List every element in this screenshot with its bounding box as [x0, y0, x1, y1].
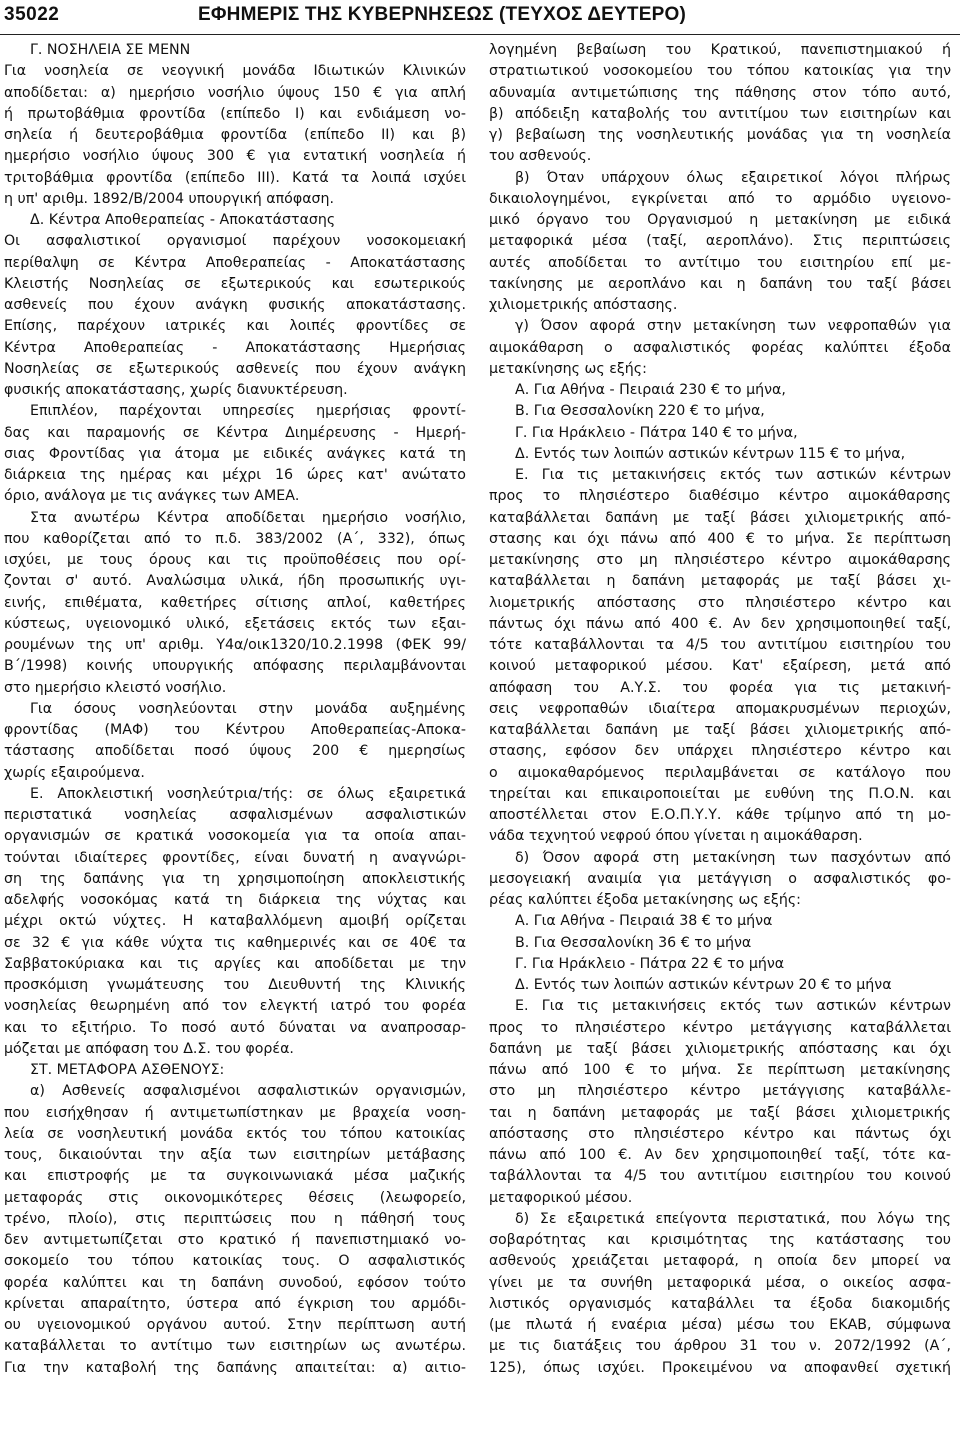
text-line: δας και παραμονής σε Κέντρα Διημέρευσης - Ημερή- — [4, 424, 466, 441]
text-line: τους, δικαιούνται την αξία των εισιτηρίων μετάβασης — [4, 1147, 466, 1163]
text-line: τότε καταβάλλονται τα 4/5 του αντιτίμου εισιτηρίου του — [489, 637, 951, 653]
text-line: που καθορίζεται από το π.δ. 383/2002 (Α΄, 332), όπως — [4, 530, 466, 547]
text-line: καταβάλλεται η δαπάνη μεταφοράς με ταξί βάσει χι- — [489, 573, 951, 590]
text-line: η υπ' αριθμ. 1892/Β/2004 υπουργική απόφαση. — [4, 190, 335, 207]
text-line: που εισήχθησαν ή αντιμετωπίστηκαν με βραχεία νοση- — [4, 1104, 466, 1121]
text-line: Α. Για Αθήνα - Πειραιά 38 € το μήνα — [515, 913, 773, 930]
text-line: Για την καταβολή της δαπάνης απαιτείται: α) αιτιο- — [4, 1359, 466, 1376]
text-line: μόζεται με απόφαση του Δ.Σ. του φορέα. — [4, 1040, 294, 1057]
text-line: χωρίς εξαιρούμενα. — [4, 764, 145, 781]
text-line: ου υγειονομικού οργάνου αυτού. Στην περίπτωση αυτή — [4, 1317, 466, 1333]
text-line: νοσηλείας θεωρημένη από τον ελεγκτή ιατρό του φορέα — [4, 998, 466, 1015]
text-line: προς το πλησιέστερο κέντρο μετάγγισης καταβάλλεται — [489, 1019, 951, 1036]
text-line: Γ. Για Ηράκλειο - Πάτρα 140 € το μήνα, — [515, 424, 798, 441]
text-line: απόφαση του Α.Υ.Σ. του φορέα για τις μετακινή- — [489, 679, 951, 696]
text-line: β) Όταν υπάρχουν όλως εξαιρετικοί λόγοι πλήρως — [515, 169, 951, 186]
text-line: τριτοβάθμια φροντίδα (επίπεδο ΙΙΙ). Κατά τα λοιπά ισχύει — [4, 169, 466, 186]
text-line: σοβαρότητας και κρισιμότητας της κατάστασης του — [489, 1232, 951, 1248]
text-line: απόστασης στο πλησιέστερο κέντρο και πάντως όχι — [489, 1125, 951, 1142]
text-line: Σαββατοκύριακα και τις αργίες και αποδίδεται με την — [4, 955, 466, 972]
text-line: Δ. Εντός των λοιπών αστικών κέντρων 115 € το μήνα, — [515, 445, 906, 462]
text-line: γ) Όσον αφορά στην μετακίνηση των νεφροπαθών για — [515, 318, 951, 335]
text-line: ση της δαπάνης για τη χρησιμοποίηση αποκλειστικής — [4, 870, 466, 887]
text-line: μετακίνησης στο μη πλησιέστερο κέντρο αιμοκάθαρσης — [489, 552, 951, 568]
text-line: σοκομείο του τόπου κατοικίας τους. Ο ασφαλιστικός — [4, 1253, 466, 1270]
text-line: ασθενούς χρειάζεται μεταφορά, η οποία δεν μπορεί να — [489, 1253, 951, 1270]
text-line: Β. Για Θεσσαλονίκη 220 € το μήνα, — [515, 403, 765, 420]
text-line: ισχύει, με τους όρους και τις προϋποθέσεις που ορί- — [4, 552, 466, 568]
text-line: ταβάλλονται τα 4/5 του αντιτίμου εισιτηρίου του κοινού — [489, 1168, 951, 1185]
text-line: Κλειστής Νοσηλείας σε εξωτερικούς και εσωτερικούς — [4, 275, 466, 292]
text-line: στρατιωτικού νοσοκομείου του τόπου κατοικίας για την — [489, 63, 951, 80]
text-line: μεταφορικά μέσα (ταξί, αεροπλάνο). Στις περιπτώσεις — [489, 233, 951, 250]
text-line: καταβάλλεται το αντίτιμο των εισιτηρίων ως ανωτέρω. — [4, 1338, 466, 1355]
text-line: μεταφορικού μέσου. — [489, 1189, 633, 1206]
text-line: Δ. Εντός των λοιπών αστικών κέντρων 20 € το μήνα — [515, 977, 892, 993]
text-line: λογημένη βεβαίωση του Κρατικού, πανεπιστημιακού ή — [489, 42, 951, 58]
text-line: λιστικός οργανισμός καταβάλλει τα έξοδα διακομιδής — [489, 1295, 951, 1312]
text-line: στο μη πλησιέστερο κέντρο μετάγγισης καταβάλλε- — [489, 1083, 951, 1100]
text-line: Κέντρα Αποθεραπείας - Αποκατάστασης Ημερήσιας — [4, 339, 466, 356]
text-line: ασθενείς που έχουν ανάγκη φυσικής αποκατάστασης. — [4, 297, 466, 313]
text-line: Στα ανωτέρω Κέντρα αποδίδεται ημερήσιο νοσήλιο, — [30, 509, 466, 526]
text-line: λιομετρικής απόστασης στο πλησιέστερο κέντρο και — [489, 594, 951, 611]
text-line: Γ. ΝΟΣΗΛΕΙΑ ΣΕ ΜΕΝΝ — [30, 42, 191, 58]
text-line: λεία σε νοσηλευτική μονάδα εκτός του τόπου κατοικίας — [4, 1125, 466, 1142]
text-line: προς το πλησιέστερο διαθέσιμο κέντρο αιμοκάθαρσης — [489, 488, 951, 505]
text-line: Β. Για Θεσσαλονίκη 36 € το μήνα — [515, 934, 752, 951]
text-line: ρουμένων της υπ' αριθμ. Υ4α/οικ1320/10.2.1998 (ΦΕΚ 99/ — [4, 637, 466, 653]
text-line: στασης, εφόσον δεν υπάρχει πλησιέστερο κέντρο και — [489, 743, 951, 760]
text-line: Γ. Για Ηράκλειο - Πάτρα 22 € το μήνα — [515, 955, 785, 972]
text-line: και το εξιτήριο. Το ποσό αυτό δύναται να αναπροσαρ- — [4, 1019, 466, 1036]
text-line: μετακίνησης ως εξής: — [489, 360, 647, 377]
text-line: Επιπλέον, παρέχονται υπηρεσίες ημερήσιας φροντί- — [30, 403, 466, 420]
text-line: Ε. Αποκλειστική νοσηλεύτρια/τής: σε όλως εξαιρετικά — [30, 785, 466, 802]
text-line: τούνται ιδιαίτερες φροντίδες, είναι δυνατή η αναγνώρι- — [4, 849, 466, 866]
text-line: δαπάνη με ταξί βάσει χιλιομετρικής απόστασης και όχι — [489, 1040, 951, 1057]
text-line: Δ. Κέντρα Αποθεραπείας - Αποκατάστασης — [30, 212, 336, 228]
text-line: αιμοκάθαρση ο ασφαλιστικός φορέας καλύπτει έξοδα — [489, 339, 951, 356]
text-line: φορέα καλύπτει και τη δαπάνη συνοδού, εφόσον τούτο — [4, 1274, 466, 1291]
text-line: μεταφοράς στις οικονομικότερες θέσεις (λεωφορείο, — [4, 1189, 466, 1206]
text-line: στασης και όχι πάνω από 400 € το μήνα. Σε περίπτωση — [489, 530, 951, 547]
text-line: γ) βεβαίωση της νοσηλευτικής μονάδας για τη νοσηλεία — [489, 127, 951, 143]
text-line: α) Ασθενείς ασφαλισμένοι ασφαλιστικών οργανισμών, — [30, 1083, 466, 1100]
text-line: κρίνεται απαραίτητο, ύστερα από έγκριση του αρμόδι- — [4, 1295, 466, 1312]
text-line: Β΄/1998) κοινής υπουργικής απόφασης περιλαμβάνονται — [4, 658, 466, 675]
left-text-column — [4, 40, 466, 1379]
running-title: ΕΦΗΜΕΡΙΣ ΤΗΣ ΚΥΒΕΡΝΗΣΕΩΣ (ΤΕΥΧΟΣ ΔΕΥΤΕΡΟ) — [198, 4, 686, 25]
text-line: φροντίδας (ΜΑΦ) του Κέντρου Αποθεραπείας-Αποκα- — [4, 722, 466, 738]
text-line: Για όσους νοσηλεύονται στην μονάδα αυξημένης — [30, 700, 466, 717]
text-line: αδελφής νοσοκόμας κατά τη διάρκεια της νύχτας και — [4, 892, 466, 908]
text-line: οργανισμών σε κρατικά νοσοκομεία για τα οποία απαι- — [4, 828, 466, 845]
page-number: 35022 — [4, 4, 60, 25]
text-line: με τις διατάξεις του άρθρου 31 του ν. 2072/1992 (Α΄, — [489, 1338, 951, 1355]
text-line: αδυναμία αντιμετώπισης της πάθησης στον τόπο αυτό, — [489, 84, 951, 101]
text-line: Α. Για Αθήνα - Πειραιά 230 € το μήνα, — [515, 382, 786, 398]
text-line: γίνει με τα συνήθη μεταφορικά μέσα, ο οικείος ασφα- — [489, 1274, 951, 1291]
text-line: σε 32 € για κάθε νύχτα τις καθημερινές και σε 40€ τα — [4, 934, 466, 951]
text-line: Νοσηλείας σε εξωτερικούς ασθενείς που έχουν ανάγκη — [4, 360, 466, 377]
text-line: μέχρι οκτώ νύχτες. Η καταβαλλόμενη αμοιβή ορίζεται — [4, 913, 466, 930]
text-line: και επιστροφής με τα συγκοινωνιακά μέσα μαζικής — [4, 1168, 466, 1185]
text-line: πάνω από 100 € το μήνα. Σε περίπτωση μετακίνησης — [489, 1062, 951, 1078]
text-line: δ) Όσον αφορά στη μετακίνηση των πασχόντων από — [515, 849, 951, 866]
text-line: Για νοσηλεία σε νεογνική μονάδα Ιδιωτικών Κλινικών — [4, 63, 466, 80]
text-line: Οι ασφαλιστικοί οργανισμοί παρέχουν νοσοκομειακή — [4, 233, 466, 250]
text-line: τάστασης αποδίδεται ποσό ύψους 200 € ημερησίως — [4, 743, 466, 760]
text-line: Επίσης, παρέχουν ιατρικές και λοιπές φροντίδες σε — [4, 318, 466, 335]
text-line: σιας Φροντίδας για άτομα με ειδικές ανάγκες κατά τη — [4, 445, 466, 462]
text-line: αυτές αποδίδεται το αντίτιμο του εισιτηρίου επί με- — [489, 254, 951, 271]
text-line: δικαιολογημένοι, εγκρίνεται από το αρμόδιο υγειονο- — [489, 190, 951, 207]
page-header — [0, 0, 960, 35]
text-line: σηλεία ή δευτεροβάθμια φροντίδα (επίπεδο ΙΙ) και β) — [4, 127, 466, 143]
right-text-column — [489, 40, 951, 1379]
text-line: κοινού μεταφορικού μέσου. Κατ' εξαίρεση, μετά από — [489, 658, 951, 675]
text-line: όριο, ανάλογα με τις ανάγκες των ΑΜΕΑ. — [4, 488, 300, 505]
text-line: νάδα τεχνητού νεφρού όπου γίνεται η αιμοκάθαρση. — [489, 828, 863, 845]
text-line: προσκόμιση γνωμάτευσης του Διευθυντή της Κλινικής — [4, 977, 466, 993]
text-line: κύστεως, υγειονομικό υλικό, εξετάσεις εκτός των εξαι- — [4, 615, 466, 632]
text-line: φυσικής αποκατάστασης, χωρίς διανυκτέρευση. — [4, 382, 348, 398]
text-line: αποδίδεται: α) ημερήσιο νοσήλιο ύψους 150 € για απλή — [4, 84, 466, 101]
text-line: τακίνησης με αεροπλάνο και η δαπάνη του ταξί βάσει — [489, 275, 951, 292]
text-line: περίθαλψη σε Κέντρα Αποθεραπείας - Αποκατάστασης — [4, 254, 466, 271]
text-line: ΣΤ. ΜΕΤΑΦΟΡΑ ΑΣΘΕΝΟΥΣ: — [30, 1062, 225, 1078]
text-line: τρένο, πλοίο), στις περιπτώσεις που η πάθησή τους — [4, 1210, 466, 1227]
text-line: διάρκεια της ημέρας και μέχρι 16 ώρες κατ' ανώτατο — [4, 467, 466, 483]
text-line: μεσογειακή αναιμία για μετάγγιση ο ασφαλιστικός φο- — [489, 870, 951, 887]
text-line: δεν αντιμετωπίζεται στο κρατικό ή πανεπιστημιακό νο- — [4, 1232, 466, 1248]
text-line: ζονται σ' αυτό. Αναλώσιμα υλικά, ήδη προσωπικής υγι- — [4, 573, 466, 590]
text-line: μικό όργανο του Οργανισμού η μετακίνηση με ειδικά — [489, 212, 951, 228]
text-line: τηρείται και επικαιροποιείται με ευθύνη της Π.Ο.Ν. και — [489, 785, 951, 802]
text-line: του ασθενούς. — [489, 148, 592, 165]
text-line: περιστατικά νοσηλείας ασφαλισμένων ασφαλιστικών — [4, 807, 466, 823]
text-line: σεις νεφροπαθών ιδιαίτερα απομακρυσμένων περιοχών, — [489, 700, 951, 717]
text-line: χιλιομετρικής απόστασης. — [489, 297, 678, 313]
text-line: (με πλωτά ή εναέρια μέσα) μέσω του ΕΚΑΒ, σύμφωνα — [489, 1317, 951, 1333]
text-line: 125), όπως ισχύει. Προκειμένου να αποφανθεί σχετική — [489, 1359, 951, 1376]
text-line: ται η δαπάνη μεταφοράς με ταξί βάσει χιλιομετρικής — [489, 1104, 951, 1121]
text-line: ρέας καλύπτει έξοδα μετακίνησης ως εξής: — [489, 892, 801, 908]
text-line: Ε. Για τις μετακινήσεις εκτός των αστικών κέντρων — [515, 998, 951, 1015]
text-line: Ε. Για τις μετακινήσεις εκτός των αστικών κέντρων — [515, 467, 951, 483]
text-line: εινής, επιθέματα, καθετήρες σίτισης απλοί, καθετήρες — [4, 594, 466, 611]
text-line: στο ημερήσιο κλειστό νοσήλιο. — [4, 679, 227, 696]
text-line: ημερήσιο νοσήλιο ύψους 300 € για εντατική νοσηλεία ή — [4, 148, 466, 165]
text-line: β) απόδειξη καταβολής του αντιτίμου των εισιτηρίων και — [489, 105, 951, 122]
text-line: αποστέλλεται στον Ε.Ο.Π.Υ.Υ. κάθε τρίμηνο από τη μο- — [489, 807, 951, 823]
text-line: δ) Σε εξαιρετικά επείγοντα περιστατικά, που λόγω της — [515, 1210, 951, 1227]
text-line: καταβάλλεται δαπάνη με ταξί βάσει χιλιομετρικής από- — [489, 509, 951, 526]
text-line: πάντως όχι πάνω από 400 €. Αν δεν χρησιμοποιηθεί ταξί, — [489, 615, 951, 632]
text-line: πάνω από 100 €. Αν δεν χρησιμοποιηθεί ταξί, τότε κα- — [489, 1147, 951, 1163]
text-line: ή πρωτοβάθμια φροντίδα (επίπεδο Ι) και ενδιάμεση νο- — [4, 105, 466, 122]
text-line: ο αιμοκαθαρόμενος περιλαμβάνεται σε κατάλογο που — [489, 764, 951, 781]
text-line: καταβάλλεται δαπάνη με ταξί βάσει χιλιομετρικής από- — [489, 722, 951, 738]
